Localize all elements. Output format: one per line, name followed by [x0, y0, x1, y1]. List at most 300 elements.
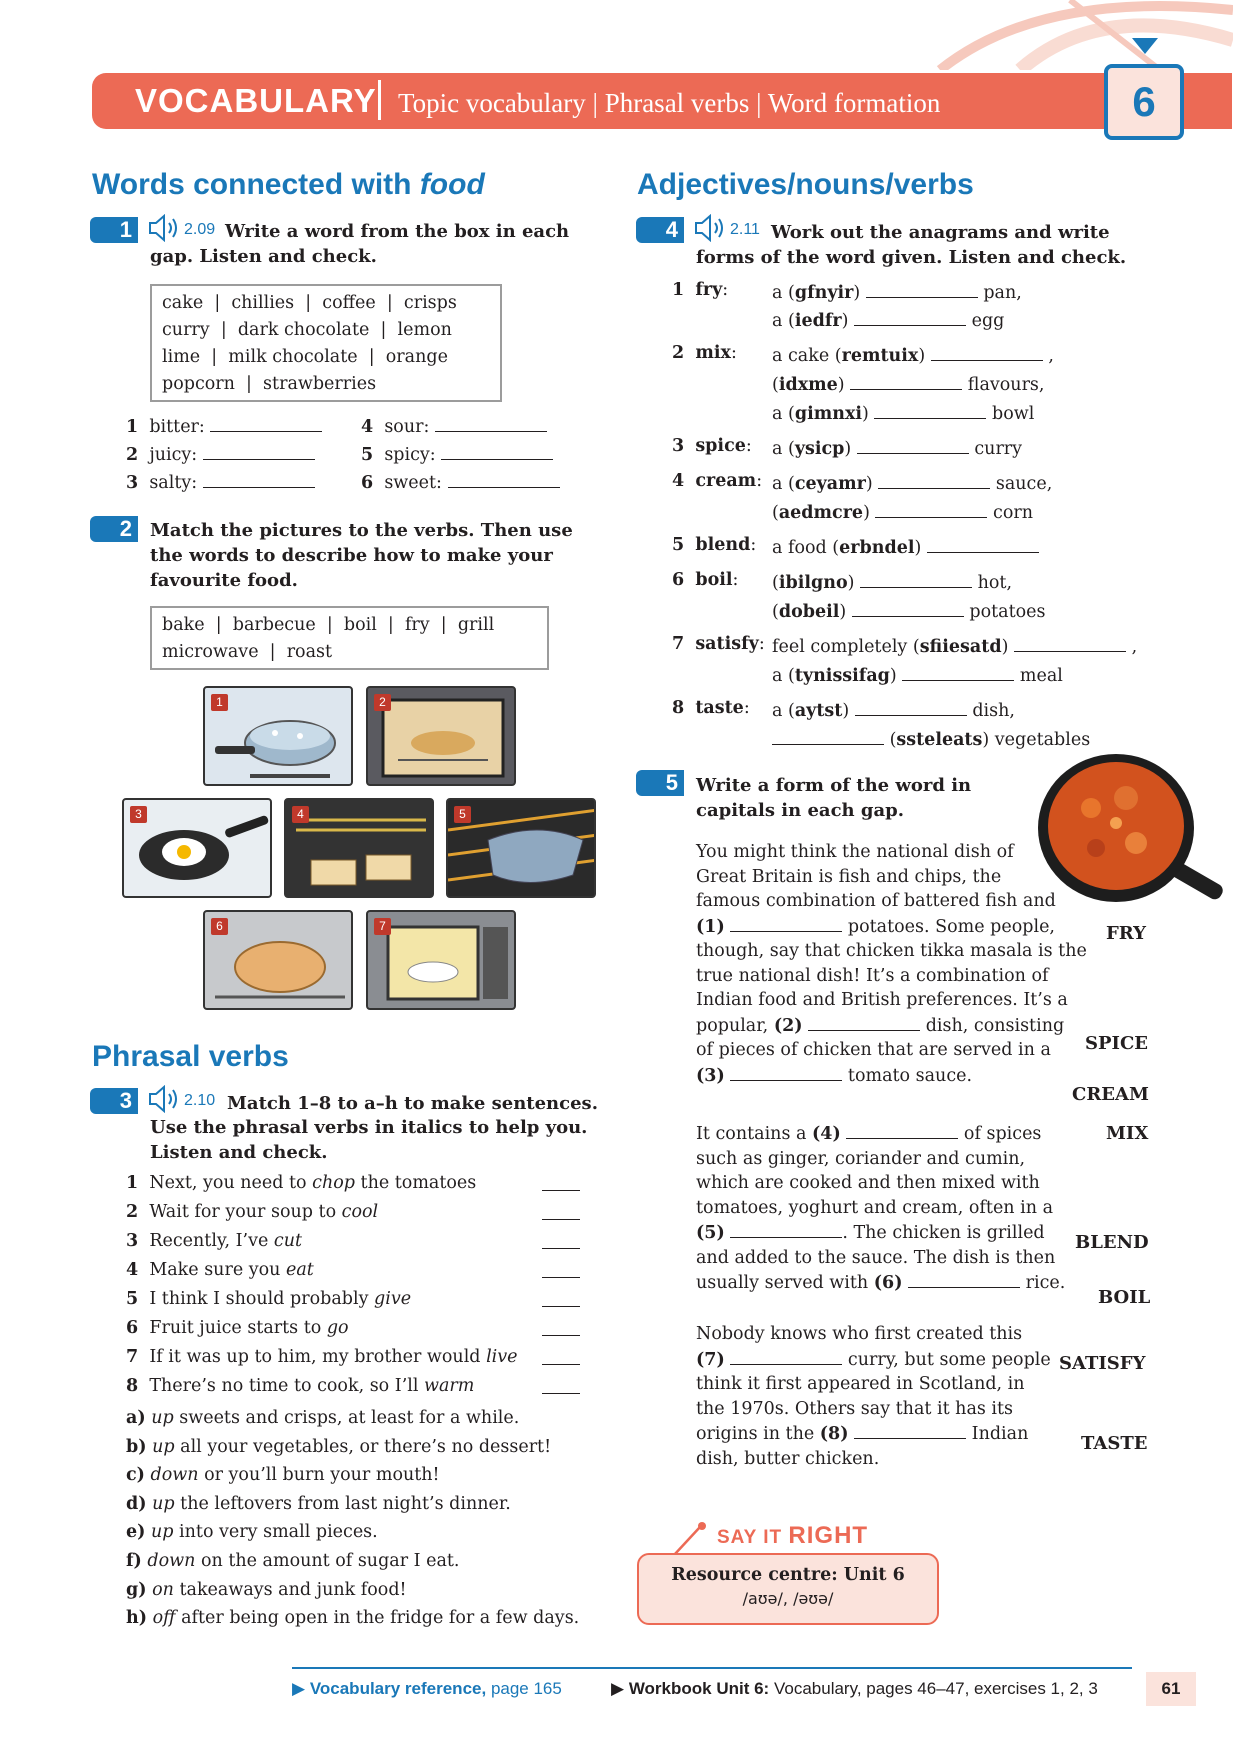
gap-number: (6)	[873, 1273, 903, 1293]
answer-gap[interactable]	[448, 470, 560, 488]
ending-letter: a)	[126, 1408, 146, 1428]
row-text: a (	[772, 666, 795, 686]
anagram: tynissifag	[794, 666, 890, 686]
ending-text: or you’ll burn your mouth!	[198, 1465, 440, 1486]
item-number: 6	[672, 570, 685, 590]
resource-centre-title: Resource centre: Unit 6	[671, 1565, 905, 1585]
item-number: 2	[126, 1202, 139, 1222]
exercise-4-instruction-line1: Work out the anagrams and write	[771, 222, 1110, 243]
item-number: 1	[126, 1173, 139, 1193]
anagram: erbndel	[839, 538, 915, 558]
ending-particle: down	[150, 1465, 199, 1486]
text-line: Indian food and British preferences. It’s a	[696, 990, 1068, 1010]
taste-item	[361, 414, 547, 437]
row-text: vegetables	[994, 730, 1091, 750]
ending-text: into very small pieces.	[173, 1522, 378, 1543]
item-verb: live	[486, 1347, 518, 1367]
text-line: dish, butter chicken.	[696, 1448, 880, 1469]
answer-gap[interactable]	[542, 1231, 580, 1249]
vocabulary-reference-link[interactable]	[292, 1679, 562, 1699]
row-text: a (	[772, 283, 795, 303]
answer-gap[interactable]	[855, 698, 967, 716]
item-text: Wait for your soup to	[149, 1202, 342, 1222]
item-number: 3	[126, 473, 139, 493]
phonetic-text: /aʊə/, /əʊə/	[742, 1589, 834, 1608]
answer-gap[interactable]	[908, 1270, 1020, 1288]
page-number: 61	[1146, 1672, 1196, 1706]
answer-gap[interactable]	[730, 1347, 842, 1365]
item-number: 4	[126, 1260, 139, 1280]
anagram: ssteleats	[896, 730, 983, 750]
anagram-row	[772, 401, 1034, 424]
ending-text: the leftovers from last night’s dinner.	[174, 1493, 511, 1514]
taste-item	[126, 470, 315, 493]
item-verb: chop	[312, 1173, 355, 1193]
anagram-item: 3 spice:	[672, 436, 752, 456]
item-text: There’s no time to cook, so I’ll	[149, 1376, 425, 1396]
row-text: )	[844, 439, 852, 459]
answer-gap[interactable]	[874, 401, 986, 419]
anagram: gfnyir	[794, 283, 854, 303]
text-line: rice.	[1025, 1273, 1066, 1293]
text-line: Indian	[971, 1424, 1029, 1444]
item-verb: go	[326, 1318, 349, 1338]
taste-item	[126, 414, 322, 437]
exercise-2-instruction-line3: favourite food.	[150, 570, 298, 591]
sentence-item	[126, 1202, 582, 1231]
row-text: ,	[1048, 346, 1054, 366]
answer-gap[interactable]	[210, 414, 322, 432]
anagram: idxme	[778, 375, 838, 395]
ending-item	[126, 1551, 579, 1580]
row-text: flavours,	[967, 375, 1045, 395]
anagram-item: 1 fry:	[672, 280, 729, 300]
ending-text: takeaways and junk food!	[173, 1579, 407, 1600]
capital-word: CREAM	[1072, 1084, 1149, 1105]
capital-word: FRY	[1106, 923, 1147, 944]
right-text: RIGHT	[788, 1522, 869, 1549]
answer-gap[interactable]	[542, 1347, 580, 1365]
text-line: though, say that chicken tikka masala is the	[696, 941, 1087, 961]
row-text: hot,	[977, 573, 1013, 593]
item-text: the tomatoes	[354, 1173, 477, 1193]
workbook-reference	[611, 1679, 1098, 1699]
word-box-row: microwave | roast	[162, 642, 333, 662]
item-label: salty:	[149, 473, 198, 493]
item-number: 8	[672, 698, 685, 718]
taste-item	[126, 442, 315, 465]
header-separator	[378, 80, 381, 120]
answer-gap[interactable]	[730, 1220, 842, 1238]
item-number: 5	[126, 1289, 139, 1309]
ending-letter: e)	[126, 1522, 146, 1543]
audio-speaker-icon[interactable]	[148, 214, 182, 242]
text-paragraph-1	[696, 840, 1096, 1088]
food-heading-italic: food	[419, 168, 485, 201]
item-word: taste	[695, 698, 744, 718]
exercise-5-instruction-line2: capitals in each gap.	[696, 800, 904, 821]
unit-number-badge: 6	[1104, 64, 1184, 140]
unit-arrow-icon	[1132, 38, 1158, 54]
item-label: bitter:	[149, 417, 205, 437]
item-word: fry	[695, 280, 723, 300]
ending-text: sweets and crisps, at least for a while.	[173, 1408, 520, 1428]
answer-gap[interactable]	[730, 1063, 842, 1081]
picture-number: 2	[374, 694, 391, 711]
exercise-5-badge: 5	[636, 770, 684, 796]
ending-letter: c)	[126, 1465, 145, 1486]
exercise-3-instruction-line2: Use the phrasal verbs in italics to help you.	[150, 1117, 588, 1138]
item-word: boil	[695, 570, 733, 590]
anagram: aedmcre	[778, 503, 864, 523]
anagram: remtuix	[841, 346, 919, 366]
gap-number: (3)	[696, 1065, 725, 1086]
picture-grill[interactable]	[284, 798, 434, 898]
exercise-4-instruction-line2: forms of the word given. Listen and check.	[696, 247, 1127, 268]
answer-gap[interactable]	[866, 280, 978, 298]
anagram-item: 8 taste:	[672, 698, 750, 718]
answer-gap[interactable]	[854, 1421, 966, 1439]
ending-item	[126, 1408, 579, 1437]
sentence-item	[126, 1376, 582, 1405]
ending-item	[126, 1437, 579, 1466]
gap-number: (8)	[819, 1424, 849, 1444]
text-paragraph-3	[696, 1322, 1096, 1471]
ending-letter: f)	[126, 1550, 142, 1571]
row-text: )	[918, 346, 926, 366]
answer-gap[interactable]	[854, 308, 966, 326]
item-text: Next, you need to	[149, 1173, 313, 1193]
item-number: 4	[672, 471, 685, 491]
anagram-row: (ibilgno) hot,	[772, 570, 1012, 593]
exercise-4-badge: 4	[636, 217, 684, 243]
audio-speaker-icon[interactable]	[694, 214, 728, 242]
gap-number: (1)	[696, 916, 725, 937]
exercise-5-instruction-line1: Write a form of the word in	[696, 775, 972, 796]
anagram: sfiiesatd	[919, 637, 1002, 657]
answer-gap[interactable]	[542, 1289, 580, 1307]
answer-gap[interactable]	[435, 414, 547, 432]
picture-boil[interactable]	[203, 686, 353, 786]
row-text: )	[889, 666, 897, 686]
sentence-item	[126, 1260, 582, 1289]
text-line: true national dish! It’s a combination of	[696, 965, 1049, 986]
word-box-row: curry | dark chocolate | lemon	[162, 320, 452, 340]
anagram-row	[772, 280, 1022, 303]
reference-label: Vocabulary reference,	[309, 1679, 487, 1698]
gap-number: (5)	[696, 1223, 725, 1243]
row-text: ,	[1131, 637, 1138, 657]
row-text: )	[842, 701, 850, 721]
word-box-row: cake | chillies | coffee | crisps	[162, 293, 457, 313]
item-text: If it was up to him, my brother would	[149, 1347, 487, 1367]
picture-microwave[interactable]	[366, 910, 516, 1010]
gap-number: (4)	[812, 1124, 841, 1144]
text-line: famous combination of battered fish and	[696, 891, 1056, 911]
reference-page: page 165	[490, 1679, 562, 1698]
word-box-row: bake | barbecue | boil | fry | grill	[162, 615, 495, 635]
capital-word: MIX	[1106, 1123, 1149, 1144]
text-line: dish, consisting	[925, 1015, 1065, 1036]
gap-line-4	[696, 1121, 1096, 1147]
gap-line-1	[696, 914, 1096, 940]
ending-particle: up	[152, 1436, 175, 1457]
anagram-row	[772, 436, 1022, 459]
ending-letter: d)	[126, 1493, 147, 1514]
anagram-row	[772, 663, 1063, 686]
anagram-item: 4 cream:	[672, 471, 763, 491]
item-word: spice	[695, 436, 746, 456]
picture-number: 4	[292, 806, 309, 823]
ending-item	[126, 1580, 579, 1609]
sentence-item	[126, 1231, 582, 1260]
row-text: dish,	[972, 701, 1015, 721]
row-text: a (	[772, 404, 795, 424]
answer-gap[interactable]	[852, 599, 964, 617]
text-line: tomato sauce.	[847, 1065, 973, 1086]
gap-line-7	[696, 1347, 1096, 1373]
text-line: of spices	[963, 1124, 1042, 1144]
capital-word: SATISFY	[1059, 1353, 1146, 1374]
text-line: of pieces of chicken that are served in a	[696, 1040, 1051, 1060]
item-verb: warm	[424, 1376, 475, 1396]
answer-gap[interactable]	[542, 1260, 580, 1278]
picture-bake[interactable]	[366, 686, 516, 786]
item-word: satisfy	[695, 634, 759, 654]
answer-gap[interactable]	[441, 442, 553, 460]
item-text: I think I should probably	[149, 1289, 375, 1309]
answer-gap[interactable]	[902, 663, 1014, 681]
item-word: cream	[695, 471, 757, 491]
row-text: corn	[993, 503, 1034, 523]
ending-particle: on	[152, 1579, 174, 1600]
answer-gap[interactable]	[846, 1121, 958, 1139]
gap-line-8	[696, 1421, 1096, 1447]
anagram-row: (idxme) flavours,	[772, 372, 1044, 395]
arrow-icon: ▶	[611, 1679, 625, 1698]
picture-number: 7	[374, 918, 391, 935]
text-line: Nobody knows who first created this	[696, 1324, 1023, 1344]
row-text: feel completely (	[772, 637, 920, 657]
anagram: dobeil	[778, 602, 840, 622]
item-verb: eat	[286, 1260, 314, 1280]
phrasal-sentence-list	[126, 1173, 582, 1405]
ending-letter: b)	[126, 1436, 147, 1457]
answer-gap[interactable]	[1014, 634, 1126, 652]
capital-word: BOIL	[1098, 1287, 1151, 1308]
ending-item	[126, 1494, 579, 1523]
sentence-item	[126, 1347, 582, 1376]
answer-gap[interactable]	[878, 471, 990, 489]
audio-track-1[interactable]: 2.09	[184, 221, 216, 238]
workbook-label: Workbook Unit 6:	[628, 1679, 770, 1698]
row-text: curry	[974, 439, 1023, 459]
item-verb: give	[374, 1289, 412, 1309]
capital-word: BLEND	[1075, 1232, 1149, 1253]
text-line: curry, but some people	[847, 1349, 1051, 1370]
item-number: 1	[126, 417, 139, 437]
exercise-3-badge: 3	[90, 1088, 138, 1114]
capital-word: SPICE	[1085, 1033, 1148, 1054]
answer-gap[interactable]	[542, 1376, 580, 1394]
phrasal-endings-list	[126, 1408, 579, 1637]
picture-number: 1	[211, 694, 228, 711]
row-text: )	[853, 283, 861, 303]
word-box-row: lime | milk chocolate | orange	[162, 347, 448, 367]
audio-speaker-icon[interactable]	[148, 1085, 182, 1113]
item-number: 6	[126, 1318, 139, 1338]
anagram-item: 7 satisfy:	[672, 634, 765, 654]
item-number: 7	[126, 1347, 139, 1367]
answer-gap[interactable]	[808, 1013, 920, 1031]
row-text: a cake (	[772, 346, 842, 366]
item-number: 5	[361, 445, 374, 465]
ending-item	[126, 1522, 579, 1551]
answer-gap[interactable]	[203, 470, 315, 488]
ending-particle: down	[147, 1550, 196, 1571]
word-box-row: popcorn | strawberries	[162, 374, 377, 394]
text-line: origins in the	[696, 1424, 820, 1444]
anagram: gimnxi	[794, 404, 863, 424]
row-text: a (	[772, 474, 795, 494]
text-line: It contains a	[696, 1124, 812, 1144]
answer-gap[interactable]	[772, 727, 884, 745]
row-text: a (	[772, 439, 795, 459]
exercise-1-instruction-line2: gap. Listen and check.	[150, 246, 377, 267]
anagram: aytst	[794, 701, 843, 721]
anagram-row: (ssteleats) vegetables	[772, 727, 1090, 750]
item-text: Recently, I’ve	[149, 1231, 274, 1251]
text-line: usually served with	[696, 1273, 874, 1293]
anagram-item: 5 blend:	[672, 535, 757, 555]
audio-track-4[interactable]: 2.11	[730, 221, 760, 238]
exercise-1-badge: 1	[90, 217, 138, 243]
say-it-right-box[interactable]	[637, 1553, 939, 1625]
row-text: )	[862, 404, 869, 424]
anagram: iedfr	[794, 311, 842, 331]
picture-roast[interactable]	[203, 910, 353, 1010]
anagram: ceyamr	[794, 474, 866, 494]
gap-number: (2)	[773, 1015, 803, 1036]
item-number: 3	[672, 436, 685, 456]
anagram-row	[772, 343, 1054, 366]
sentence-item	[126, 1289, 582, 1318]
row-text: potatoes	[969, 602, 1046, 622]
text-line: think it first appeared in Scotland, in	[696, 1374, 1025, 1394]
picture-fry[interactable]	[122, 798, 272, 898]
ending-text: after being open in the fridge for a few days.	[175, 1608, 580, 1629]
text-line: popular,	[696, 1015, 774, 1036]
answer-gap[interactable]	[857, 436, 969, 454]
picture-number: 3	[130, 806, 147, 823]
picture-number: 6	[211, 918, 228, 935]
item-verb: cool	[341, 1202, 379, 1222]
item-number: 3	[126, 1231, 139, 1251]
row-text: )	[865, 474, 873, 494]
food-heading	[92, 168, 485, 202]
anagram-item: 6 boil:	[672, 570, 739, 590]
answer-gap[interactable]	[860, 570, 972, 588]
answer-gap[interactable]	[850, 372, 962, 390]
item-number: 4	[361, 417, 374, 437]
answer-gap[interactable]	[203, 442, 315, 460]
exercise-2-instruction-line2: the words to describe how to make your	[150, 545, 553, 566]
exercise-1-instruction-line1: Write a word from the box in each	[225, 221, 570, 242]
item-verb: cut	[273, 1231, 302, 1251]
footer-divider	[292, 1667, 1132, 1669]
word-box-verbs	[150, 606, 549, 670]
answer-gap[interactable]	[927, 535, 1039, 553]
anagram-row: (dobeil) potatoes	[772, 599, 1046, 622]
answer-gap[interactable]	[542, 1173, 580, 1191]
anagram-row	[772, 535, 1039, 558]
row-text: egg	[971, 311, 1005, 331]
gap-line-3	[696, 1063, 1096, 1089]
item-label: juicy:	[149, 445, 198, 465]
audio-track-3[interactable]: 2.10	[184, 1092, 216, 1109]
item-text: Make sure you	[149, 1260, 286, 1280]
phrasal-verbs-heading: Phrasal verbs	[92, 1040, 289, 1073]
item-number: 2	[672, 343, 685, 363]
item-number: 7	[672, 634, 685, 654]
item-label: sweet:	[384, 473, 442, 493]
item-label: sour:	[384, 417, 430, 437]
picture-number: 5	[454, 806, 471, 823]
answer-gap[interactable]	[875, 500, 987, 518]
gap-line-5	[696, 1220, 1096, 1246]
arrow-icon: ▶	[292, 1679, 306, 1698]
row-text: a (	[772, 701, 795, 721]
row-text: pan,	[983, 283, 1022, 303]
row-text: )	[841, 311, 849, 331]
item-word: blend	[695, 535, 751, 555]
taste-item	[361, 470, 560, 493]
adjectives-heading: Adjectives/nouns/verbs	[637, 168, 974, 201]
ending-text: all your vegetables, or there’s no dessert!	[174, 1436, 552, 1457]
exercise-3-instruction-line3: Listen and check.	[150, 1142, 328, 1163]
sentence-item	[126, 1318, 582, 1347]
header-title: VOCABULARY	[135, 82, 377, 119]
answer-gap[interactable]	[931, 343, 1043, 361]
anagram-row	[772, 308, 1004, 331]
item-label: spicy:	[384, 445, 436, 465]
ending-letter: g)	[126, 1579, 147, 1600]
gap-number: (7)	[696, 1349, 725, 1370]
text-line: potatoes. Some people,	[847, 916, 1055, 937]
food-heading-text: Words connected with	[92, 168, 420, 201]
text-line: . The chicken is grilled	[842, 1223, 1045, 1243]
item-number: 2	[126, 445, 139, 465]
ending-particle: up	[151, 1408, 174, 1428]
row-text: a (	[772, 311, 795, 331]
text-line: the 1970s. Others say that it has its	[696, 1398, 1014, 1419]
answer-gap[interactable]	[730, 914, 842, 932]
gap-line-6	[696, 1270, 1096, 1296]
item-number: 8	[126, 1376, 139, 1396]
anagram: ibilgno	[778, 573, 848, 593]
answer-gap[interactable]	[542, 1202, 580, 1220]
item-number: 6	[361, 473, 374, 493]
ending-text: on the amount of sugar I eat.	[195, 1550, 460, 1571]
anagram-row	[772, 471, 1052, 494]
picture-barbecue[interactable]	[446, 798, 596, 898]
ending-particle: up	[152, 1493, 175, 1514]
anagram-row	[772, 634, 1137, 657]
row-text: bowl	[992, 404, 1035, 424]
answer-gap[interactable]	[542, 1318, 580, 1336]
text-line: and added to the sauce. The dish is then	[696, 1247, 1056, 1268]
row-text: )	[1001, 637, 1009, 657]
